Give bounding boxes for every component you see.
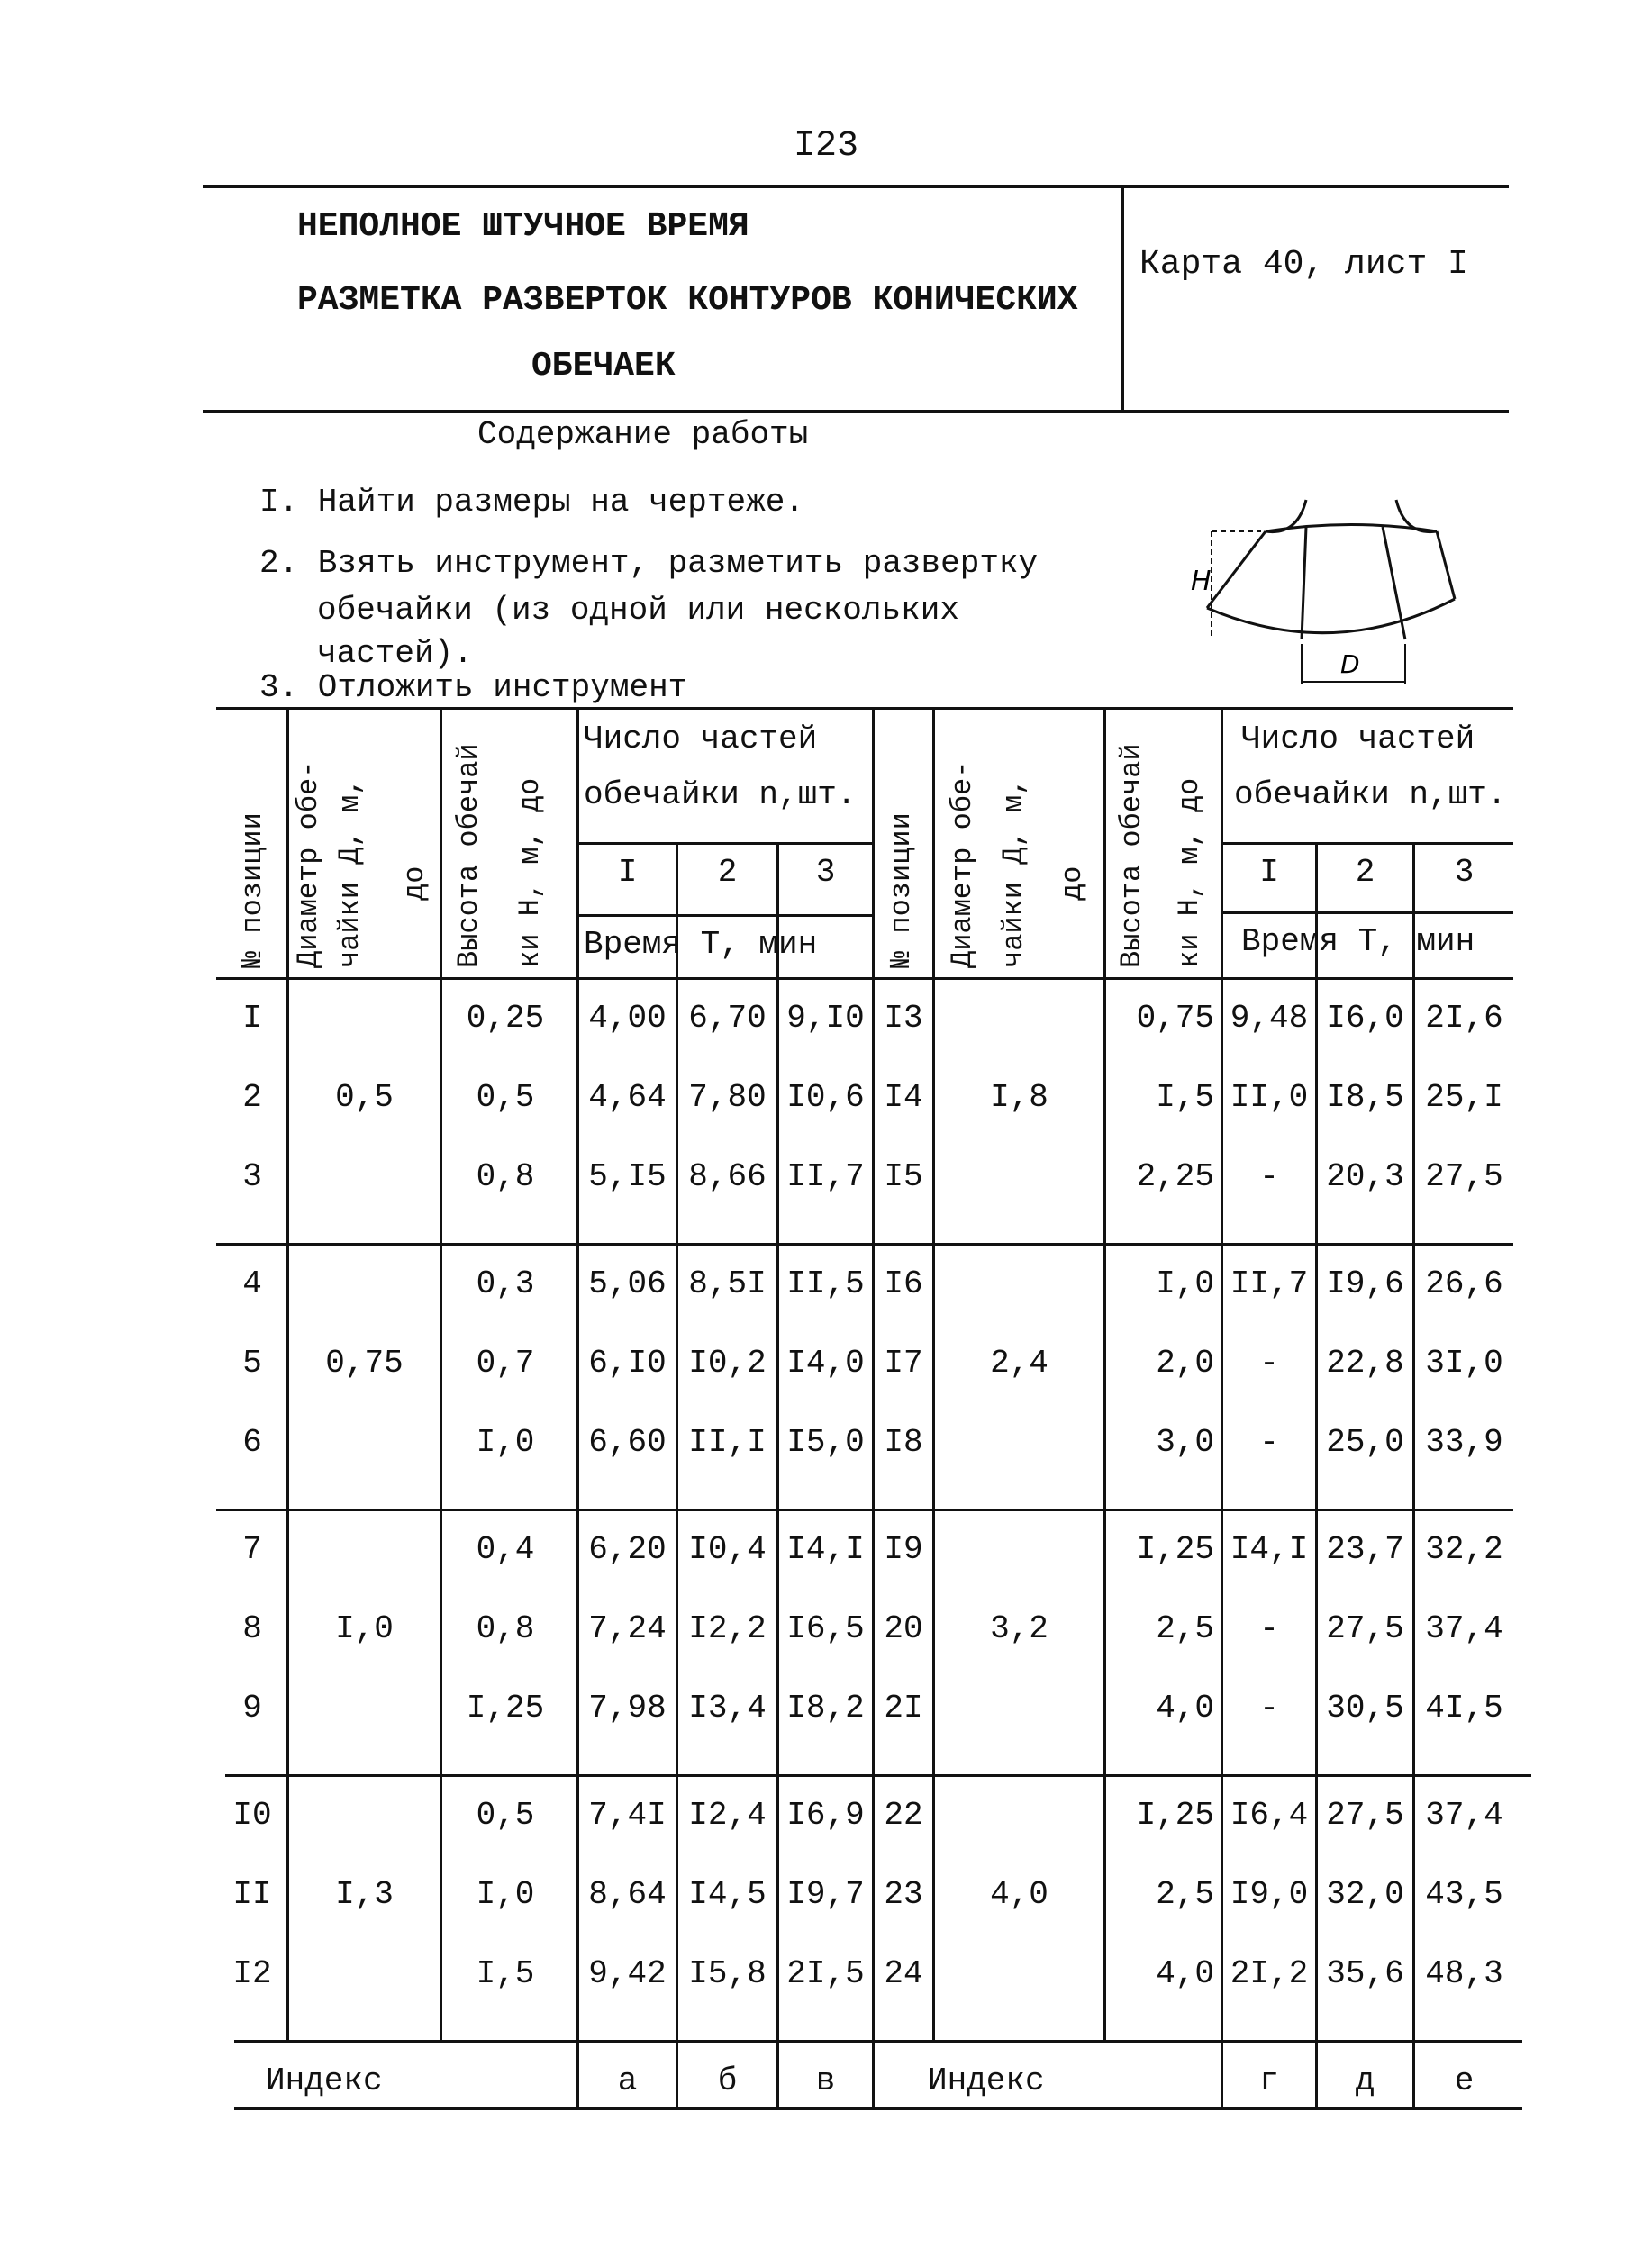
position-cell: I2 bbox=[232, 1955, 272, 1992]
time-cell: 8,64 bbox=[588, 1876, 667, 1913]
group-rule-2 bbox=[216, 1509, 1513, 1511]
height-cell: 0,8 bbox=[476, 1610, 535, 1647]
col-header-diameter-right-1: Диаметр обе- bbox=[946, 760, 979, 968]
table-bottom-rule bbox=[234, 2107, 1522, 2110]
time-cell: I6,0 bbox=[1326, 1000, 1404, 1037]
time-cell: I0,6 bbox=[786, 1079, 865, 1116]
time-cell: 5,I5 bbox=[588, 1158, 667, 1195]
step-3: 3. Отложить инструмент bbox=[259, 669, 688, 706]
position-cell: II bbox=[232, 1876, 272, 1913]
parts-rule-left bbox=[576, 842, 874, 845]
height-cell: I,25 bbox=[466, 1690, 545, 1727]
time-cell: 2I,6 bbox=[1425, 1000, 1503, 1037]
position-cell: 23 bbox=[884, 1876, 923, 1913]
parts-count-left-2: 2 bbox=[717, 854, 738, 891]
height-cell: I,0 bbox=[476, 1876, 535, 1913]
time-cell: 7,80 bbox=[688, 1079, 767, 1116]
step-2: 2. Взять инструмент, разметить развертку bbox=[259, 545, 1039, 582]
parts-count-left-1: I bbox=[617, 854, 638, 891]
header-bottom-rule bbox=[203, 410, 1509, 413]
index-right-d: д bbox=[1355, 2062, 1375, 2099]
time-cell: 2I,2 bbox=[1230, 1955, 1309, 1992]
index-right-g: г bbox=[1259, 2062, 1279, 2099]
header-bottom-rule-table bbox=[216, 977, 1513, 980]
time-cell: 27,5 bbox=[1326, 1610, 1404, 1647]
time-cell: I4,I bbox=[786, 1531, 865, 1568]
diameter-cell: 0,75 bbox=[325, 1345, 404, 1382]
time-cell: I9,7 bbox=[786, 1876, 865, 1913]
position-cell: 2I bbox=[884, 1690, 923, 1727]
time-cell: - bbox=[1259, 1158, 1279, 1195]
index-right-e: е bbox=[1454, 2062, 1475, 2099]
time-cell: 37,4 bbox=[1425, 1610, 1503, 1647]
index-label-right: Индекс bbox=[928, 2062, 1045, 2099]
position-cell: I8 bbox=[884, 1424, 923, 1461]
group-rule-3 bbox=[225, 1774, 1531, 1777]
time-cell: 27,5 bbox=[1425, 1158, 1503, 1195]
page-number: I23 bbox=[793, 126, 858, 167]
position-cell: 22 bbox=[884, 1797, 923, 1834]
time-cell: I4,5 bbox=[688, 1876, 767, 1913]
position-cell: 7 bbox=[242, 1531, 262, 1568]
card-reference: Карта 40, лист I bbox=[1139, 245, 1468, 284]
index-left-b: б bbox=[717, 2062, 738, 2099]
time-rule-left bbox=[576, 914, 874, 917]
position-cell: 9 bbox=[242, 1690, 262, 1727]
time-cell: I6,5 bbox=[786, 1610, 865, 1647]
time-cell: I8,2 bbox=[786, 1690, 865, 1727]
parts-header-right-2: обечайки n,шт. bbox=[1234, 776, 1507, 813]
time-cell: I2,4 bbox=[688, 1797, 767, 1834]
col-header-height-right-2: ки Н, м, до bbox=[1173, 777, 1206, 968]
time-cell: 6,20 bbox=[588, 1531, 667, 1568]
time-cell: 30,5 bbox=[1326, 1690, 1404, 1727]
header-divider bbox=[1121, 185, 1124, 410]
position-cell: 20 bbox=[884, 1610, 923, 1647]
position-cell: 2 bbox=[242, 1079, 262, 1116]
col-header-position-left: № позиции bbox=[236, 812, 269, 968]
time-cell: 6,70 bbox=[688, 1000, 767, 1037]
time-cell: 32,0 bbox=[1326, 1876, 1404, 1913]
col-header-diameter-right-2: чайки Д, м, bbox=[997, 777, 1030, 968]
time-cell: 5,06 bbox=[588, 1265, 667, 1302]
col-header-height-left-1: Высота обечай bbox=[452, 743, 486, 968]
col-header-diameter-left-2: чайки Д, м, bbox=[333, 777, 367, 968]
position-cell: 3 bbox=[242, 1158, 262, 1195]
position-cell: I5 bbox=[884, 1158, 923, 1195]
step-2-cont2: частей). bbox=[317, 635, 473, 672]
height-cell: 2,5 bbox=[1156, 1610, 1214, 1647]
index-top-rule bbox=[234, 2040, 1522, 2043]
parts-count-right-3: 3 bbox=[1454, 854, 1475, 891]
time-cell: I8,5 bbox=[1326, 1079, 1404, 1116]
time-cell: II,0 bbox=[1230, 1079, 1309, 1116]
position-cell: 6 bbox=[242, 1424, 262, 1461]
height-cell: 0,75 bbox=[1136, 1000, 1214, 1037]
time-cell: 4,64 bbox=[588, 1079, 667, 1116]
height-cell: I,25 bbox=[1136, 1531, 1214, 1568]
group-rule-1 bbox=[216, 1243, 1513, 1246]
parts-rule-right bbox=[1221, 842, 1513, 845]
height-cell: 0,5 bbox=[476, 1079, 535, 1116]
conical-shell-sketch bbox=[1191, 482, 1468, 698]
height-cell: 0,5 bbox=[476, 1797, 535, 1834]
height-cell: 3,0 bbox=[1156, 1424, 1214, 1461]
time-label-right: Время Т, мин bbox=[1241, 923, 1475, 960]
step-2-cont: обечайки (из одной или нескольких bbox=[317, 592, 959, 629]
position-cell: 24 bbox=[884, 1955, 923, 1992]
col-header-diameter-right-3: до bbox=[1056, 866, 1089, 901]
time-cell: 7,98 bbox=[588, 1690, 667, 1727]
height-cell: 0,3 bbox=[476, 1265, 535, 1302]
col-header-height-left-2: ки Н, м, до bbox=[513, 777, 547, 968]
height-cell: 2,0 bbox=[1156, 1345, 1214, 1382]
position-cell: 4 bbox=[242, 1265, 262, 1302]
time-cell: 25,I bbox=[1425, 1079, 1503, 1116]
diameter-label: D bbox=[1340, 649, 1360, 679]
time-cell: II,7 bbox=[786, 1158, 865, 1195]
position-cell: I3 bbox=[884, 1000, 923, 1037]
time-cell: I9,0 bbox=[1230, 1876, 1309, 1913]
time-cell: I4,0 bbox=[786, 1345, 865, 1382]
title-line-2: РАЗМЕТКА РАЗВЕРТОК КОНТУРОВ КОНИЧЕСКИХ bbox=[297, 281, 1078, 320]
time-cell: 48,3 bbox=[1425, 1955, 1503, 1992]
diameter-cell: 0,5 bbox=[335, 1079, 394, 1116]
time-cell: 3I,0 bbox=[1425, 1345, 1503, 1382]
position-cell: I4 bbox=[884, 1079, 923, 1116]
height-cell: I,0 bbox=[1156, 1265, 1214, 1302]
height-cell: 4,0 bbox=[1156, 1690, 1214, 1727]
time-cell: 4,00 bbox=[588, 1000, 667, 1037]
parts-header-left-2: обечайки n,шт. bbox=[584, 776, 857, 813]
time-cell: I6,9 bbox=[786, 1797, 865, 1834]
diameter-cell: I,0 bbox=[335, 1610, 394, 1647]
time-cell: 22,8 bbox=[1326, 1345, 1404, 1382]
time-cell: 6,I0 bbox=[588, 1345, 667, 1382]
work-content-heading: Содержание работы bbox=[477, 416, 809, 453]
time-cell: - bbox=[1259, 1424, 1279, 1461]
index-label-left: Индекс bbox=[266, 2062, 383, 2099]
index-left-c: в bbox=[815, 2062, 836, 2099]
col-header-position-right: № позиции bbox=[885, 812, 918, 968]
time-cell: 8,5I bbox=[688, 1265, 767, 1302]
time-cell: 7,4I bbox=[588, 1797, 667, 1834]
time-cell: 9,I0 bbox=[786, 1000, 865, 1037]
height-cell: I,0 bbox=[476, 1424, 535, 1461]
time-cell: II,I bbox=[688, 1424, 767, 1461]
col-header-diameter-left-3: до bbox=[398, 866, 431, 901]
position-cell: 5 bbox=[242, 1345, 262, 1382]
time-cell: 4I,5 bbox=[1425, 1690, 1503, 1727]
time-cell: 7,24 bbox=[588, 1610, 667, 1647]
position-cell: 8 bbox=[242, 1610, 262, 1647]
time-cell: I5,8 bbox=[688, 1955, 767, 1992]
time-cell: 25,0 bbox=[1326, 1424, 1404, 1461]
time-cell: 8,66 bbox=[688, 1158, 767, 1195]
diameter-cell: 3,2 bbox=[990, 1610, 1048, 1647]
time-cell: 6,60 bbox=[588, 1424, 667, 1461]
time-cell: 26,6 bbox=[1425, 1265, 1503, 1302]
col-header-height-right-1: Высота обечай bbox=[1115, 743, 1148, 968]
step-1: I. Найти размеры на чертеже. bbox=[259, 484, 804, 521]
height-cell: I,5 bbox=[1156, 1079, 1214, 1116]
diameter-cell: I,8 bbox=[990, 1079, 1048, 1116]
time-cell: 20,3 bbox=[1326, 1158, 1404, 1195]
time-cell: I3,4 bbox=[688, 1690, 767, 1727]
diameter-cell: I,3 bbox=[335, 1876, 394, 1913]
time-cell: I4,I bbox=[1230, 1531, 1309, 1568]
time-cell: - bbox=[1259, 1345, 1279, 1382]
time-cell: 9,42 bbox=[588, 1955, 667, 1992]
height-label: H bbox=[1191, 566, 1212, 597]
position-cell: I0 bbox=[232, 1797, 272, 1834]
title-line-3: ОБЕЧАЕК bbox=[531, 347, 676, 385]
parts-header-right-1: Число частей bbox=[1241, 721, 1475, 757]
time-cell: I2,2 bbox=[688, 1610, 767, 1647]
parts-count-right-2: 2 bbox=[1355, 854, 1375, 891]
time-cell: 9,48 bbox=[1230, 1000, 1309, 1037]
time-cell: 2I,5 bbox=[786, 1955, 865, 1992]
time-cell: 37,4 bbox=[1425, 1797, 1503, 1834]
time-cell: 23,7 bbox=[1326, 1531, 1404, 1568]
time-cell: 33,9 bbox=[1425, 1424, 1503, 1461]
height-cell: 0,8 bbox=[476, 1158, 535, 1195]
height-cell: 0,4 bbox=[476, 1531, 535, 1568]
parts-header-left-1: Число частей bbox=[584, 721, 818, 757]
time-cell: 27,5 bbox=[1326, 1797, 1404, 1834]
time-cell: I6,4 bbox=[1230, 1797, 1309, 1834]
position-cell: I9 bbox=[884, 1531, 923, 1568]
height-cell: 2,5 bbox=[1156, 1876, 1214, 1913]
time-cell: - bbox=[1259, 1690, 1279, 1727]
col-header-diameter-left-1: Диаметр обе- bbox=[292, 760, 325, 968]
time-rule-right bbox=[1221, 911, 1513, 914]
time-cell: II,5 bbox=[786, 1265, 865, 1302]
height-cell: 0,25 bbox=[466, 1000, 545, 1037]
title-line-1: НЕПОЛНОЕ ШТУЧНОЕ ВРЕМЯ bbox=[297, 207, 749, 246]
time-cell: 32,2 bbox=[1425, 1531, 1503, 1568]
position-cell: I bbox=[242, 1000, 262, 1037]
height-cell: 2,25 bbox=[1136, 1158, 1214, 1195]
time-cell: - bbox=[1259, 1610, 1279, 1647]
time-cell: I5,0 bbox=[786, 1424, 865, 1461]
time-cell: 35,6 bbox=[1326, 1955, 1404, 1992]
height-cell: 0,7 bbox=[476, 1345, 535, 1382]
height-cell: I,25 bbox=[1136, 1797, 1214, 1834]
time-cell: I0,4 bbox=[688, 1531, 767, 1568]
position-cell: I7 bbox=[884, 1345, 923, 1382]
position-cell: I6 bbox=[884, 1265, 923, 1302]
header-top-rule bbox=[203, 185, 1509, 188]
time-cell: II,7 bbox=[1230, 1265, 1309, 1302]
time-cell: I0,2 bbox=[688, 1345, 767, 1382]
time-cell: 43,5 bbox=[1425, 1876, 1503, 1913]
height-cell: I,5 bbox=[476, 1955, 535, 1992]
diameter-cell: 2,4 bbox=[990, 1345, 1048, 1382]
diameter-cell: 4,0 bbox=[990, 1876, 1048, 1913]
parts-count-right-1: I bbox=[1259, 854, 1279, 891]
parts-count-left-3: 3 bbox=[815, 854, 836, 891]
time-label-left: Время Т, мин bbox=[584, 926, 818, 963]
time-cell: I9,6 bbox=[1326, 1265, 1404, 1302]
index-left-a: а bbox=[617, 2062, 638, 2099]
table-top-rule bbox=[216, 707, 1513, 710]
height-cell: 4,0 bbox=[1156, 1955, 1214, 1992]
